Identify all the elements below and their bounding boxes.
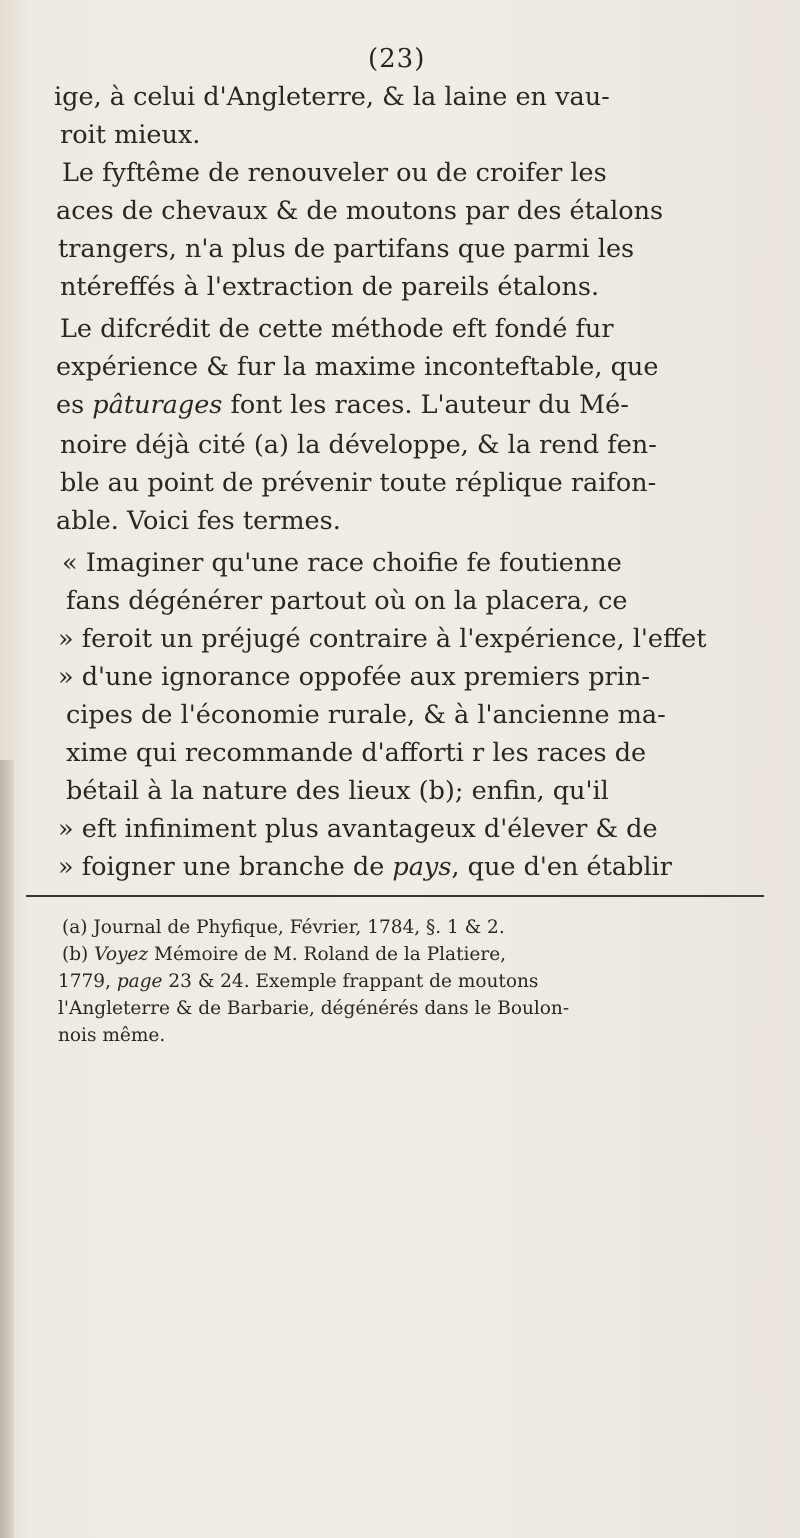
text-fragment: es <box>56 390 93 420</box>
text-fragment: » foigner une branche de <box>58 852 393 882</box>
text-line: fans dégénérer partout où on la placera, ce <box>66 586 628 616</box>
text-line <box>58 850 672 884</box>
text-line: bétail à la nature des lieux (b); enfin, qu'il <box>66 776 609 806</box>
text-fragment: (b) <box>62 944 95 965</box>
footnote-b-line: l'Angleterre & de Barbarie, dégénérés dans le Boulon- <box>58 998 570 1019</box>
text-fragment: 23 & 24. Exemple frappant de moutons <box>162 971 539 992</box>
text-line: expérience & fur la maxime inconteftable, que <box>56 352 659 382</box>
italic-word: pâturages <box>92 390 223 420</box>
text-line: » eft infiniment plus avantageux d'élever & de <box>58 814 658 844</box>
text-line: » feroit un préjugé contraire à l'expérience, l'effet <box>58 624 707 654</box>
italic-word: page <box>116 971 163 992</box>
text-line: aces de chevaux & de moutons par des étalons <box>56 196 664 226</box>
text-line: ble au point de prévenir toute réplique raifon- <box>60 468 657 498</box>
text-line: ntéreffés à l'extraction de pareils étalons. <box>60 272 600 302</box>
text-line: cipes de l'économie rurale, & à l'ancienne ma- <box>66 700 666 730</box>
text-line: » d'une ignorance oppofée aux premiers prin- <box>58 662 650 692</box>
text-line: noire déjà cité (a) la développe, & la rend fen- <box>60 430 657 460</box>
page-number: (23) <box>368 44 426 74</box>
text-line: « Imaginer qu'une race choifie fe foutienne <box>62 548 622 578</box>
text-line: trangers, n'a plus de partifans que parmi les <box>58 234 635 264</box>
text-fragment: 1779, <box>58 971 117 992</box>
footnote-b-line <box>58 969 538 995</box>
text-line: ige, à celui d'Angleterre, & la laine en vau- <box>54 82 610 112</box>
binding-gutter <box>0 760 14 1538</box>
text-line: xime qui recommande d'afforti r les races de <box>66 738 647 768</box>
text-line: able. Voici fes termes. <box>56 506 341 536</box>
text-fragment: , que d'en établir <box>451 852 672 882</box>
text-line <box>56 388 629 422</box>
footnote-b-line: nois même. <box>58 1025 166 1046</box>
text-line: Le difcrédit de cette méthode eft fondé fur <box>60 314 614 344</box>
text-fragment: font les races. L'auteur du Mé- <box>222 390 629 420</box>
text-fragment: Mémoire de M. Roland de la Platiere, <box>148 944 507 965</box>
italic-word: pays <box>392 852 452 882</box>
footnote-a: (a) Journal de Phyfique, Février, 1784, §. 1 & 2. <box>62 917 505 938</box>
italic-word: Voyez <box>94 944 149 965</box>
text-line: roit mieux. <box>60 120 201 150</box>
footnote-rule <box>26 895 764 897</box>
text-line: Le fyftême de renouveler ou de croifer les <box>62 158 607 188</box>
footnote-b <box>62 942 506 968</box>
